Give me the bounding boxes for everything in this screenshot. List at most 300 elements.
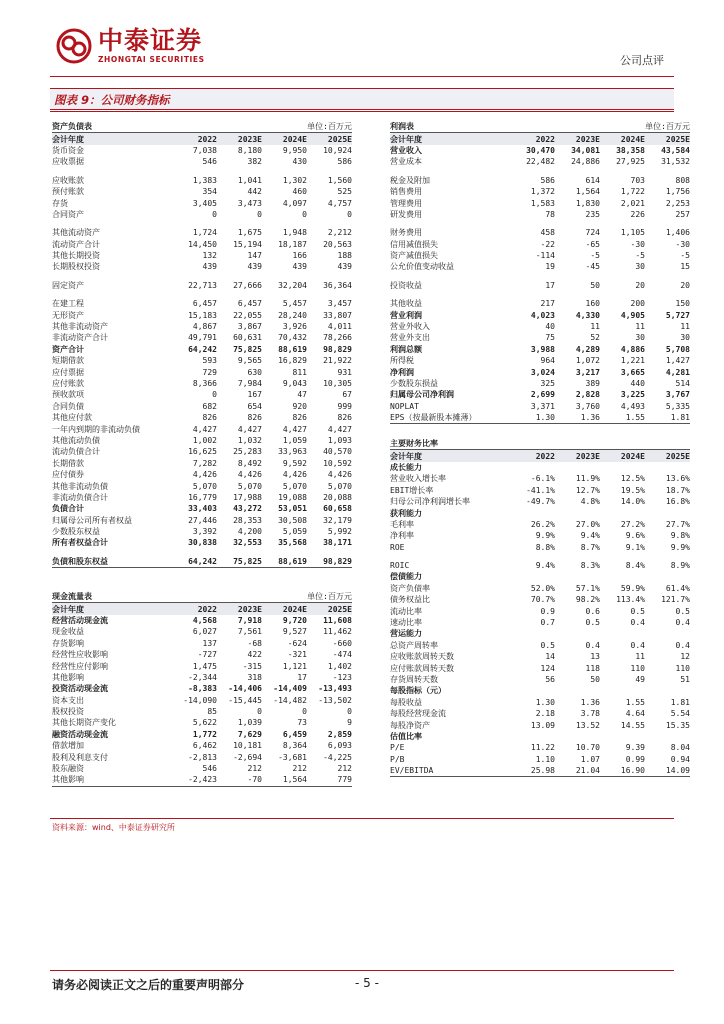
cell-value: -5: [680, 251, 690, 261]
row-label: 营业收入增长率: [390, 474, 446, 484]
cell-value: 546: [202, 157, 217, 167]
table-row: [52, 435, 352, 446]
figure-divider: [50, 111, 674, 112]
cell-value: 160: [585, 299, 600, 309]
cell-value: 10.70: [575, 743, 600, 753]
row-label: 会计年度: [52, 134, 84, 144]
cell-value: 4,905: [620, 310, 645, 320]
cell-value: -14,090: [183, 695, 217, 705]
row-label: 会计年度: [390, 134, 422, 144]
table-row: [390, 617, 690, 628]
row-label: 营业收入: [390, 145, 422, 155]
table-row: [390, 332, 690, 343]
table-row: [390, 719, 690, 730]
cell-value: 2022: [535, 451, 555, 461]
row-label: 会计年度: [390, 451, 422, 461]
table-row: [52, 717, 352, 728]
cell-value: 9.1%: [625, 542, 645, 552]
table-unit: 单位:百万元: [307, 592, 352, 602]
cell-value: 4,011: [327, 322, 352, 332]
cell-value: -4,225: [323, 752, 352, 762]
table-row: [390, 321, 690, 332]
table-row: [52, 480, 352, 491]
cell-value: 59.9%: [620, 583, 645, 593]
cell-value: 75,825: [233, 556, 262, 566]
cell-value: 16.90: [620, 766, 645, 776]
cell-value: 4,023: [530, 310, 555, 320]
table-row: [390, 366, 690, 377]
cell-value: 7,561: [237, 627, 262, 637]
cell-value: 318: [247, 672, 262, 682]
cell-value: -727: [197, 650, 217, 660]
table-row: [52, 515, 352, 526]
cell-value: 6,457: [237, 299, 262, 309]
row-label: 预付账款: [52, 187, 84, 197]
cell-value: 6,462: [192, 741, 217, 751]
table-row: [52, 751, 352, 762]
cell-value: -3,681: [278, 752, 307, 762]
cell-value: 16,779: [188, 492, 217, 502]
table-row: [52, 695, 352, 706]
cell-value: 422: [247, 650, 262, 660]
cell-value: 724: [585, 228, 600, 238]
table-row: [390, 519, 690, 530]
cell-value: 43,272: [233, 504, 262, 514]
cell-value: 1,032: [237, 435, 262, 445]
cell-value: 30,470: [526, 145, 555, 155]
row-label: 公允价值变动收益: [390, 262, 454, 272]
cell-value: 167: [247, 390, 262, 400]
cell-value: -2,344: [188, 672, 217, 682]
cell-value: 5,457: [282, 299, 307, 309]
row-label: 货币资金: [52, 145, 84, 155]
cell-value: 5,070: [192, 481, 217, 491]
table-row: [390, 496, 690, 507]
cell-value: 25.98: [530, 766, 555, 776]
cell-value: 1,041: [237, 175, 262, 185]
cell-value: 124: [540, 663, 555, 673]
cell-value: 6,027: [192, 627, 217, 637]
cell-value: 920: [292, 401, 307, 411]
cell-value: 2023E: [575, 451, 600, 461]
row-label: 经营性应付影响: [52, 661, 108, 671]
row-label: 应付债券: [52, 470, 84, 480]
table-row: [390, 186, 690, 197]
cell-value: 0: [212, 209, 217, 219]
cell-value: 166: [292, 251, 307, 261]
cell-value: 1,059: [282, 435, 307, 445]
cell-value: 70.7%: [530, 595, 555, 605]
cell-value: 1,427: [665, 356, 690, 366]
cell-value: 98.2%: [575, 595, 600, 605]
cell-value: -123: [332, 672, 352, 682]
cell-value: 8.8%: [535, 542, 555, 552]
cell-value: 354: [202, 187, 217, 197]
cell-value: 8.9%: [670, 561, 690, 571]
table-row: [52, 298, 352, 309]
cell-value: 25,283: [233, 447, 262, 457]
cell-value: 2,253: [665, 198, 690, 208]
cell-value: 78: [545, 209, 555, 219]
table-row: [390, 309, 690, 320]
cell-value: 5,992: [327, 527, 352, 537]
cell-value: 2022: [197, 604, 217, 614]
cell-value: -6.1%: [530, 474, 555, 484]
cell-value: 1.36: [580, 413, 600, 423]
cell-value: 703: [630, 175, 645, 185]
row-label: 每股经营现金流: [390, 709, 446, 719]
row-label: 信用减值损失: [390, 239, 438, 249]
cell-value: 8,180: [237, 145, 262, 155]
row-label: 营运能力: [390, 629, 422, 639]
cell-value: 64,242: [188, 556, 217, 566]
row-label: 归母公司净利润增长率: [390, 497, 470, 507]
cell-value: 53,051: [278, 504, 307, 514]
table-row: [390, 145, 690, 156]
row-label: 债务权益比: [390, 595, 430, 605]
row-label: 研发费用: [390, 209, 422, 219]
figure-title: 图表 9：公司财务指标: [54, 93, 170, 107]
cell-value: 1,002: [192, 435, 217, 445]
cell-value: 7,629: [237, 729, 262, 739]
table-header-row: [390, 450, 690, 461]
row-label: 成长能力: [390, 462, 422, 472]
row-label: 所有者权益合计: [52, 538, 108, 548]
table-row: [52, 197, 352, 208]
cell-value: 38,358: [616, 145, 645, 155]
cell-value: 27,666: [233, 280, 262, 290]
cell-value: 3,457: [327, 299, 352, 309]
table-row: [390, 209, 690, 220]
cell-value: 15,183: [188, 310, 217, 320]
cell-value: 20: [680, 280, 690, 290]
row-label: 速动比率: [390, 618, 422, 628]
row-label: 其他收益: [390, 299, 422, 309]
table-row: [390, 298, 690, 309]
cell-value: -14,406: [228, 684, 262, 694]
cell-value: 4,200: [237, 527, 262, 537]
cell-value: 1,948: [282, 228, 307, 238]
cell-value: 2022: [535, 134, 555, 144]
cell-value: 3,665: [620, 367, 645, 377]
cell-value: 4,427: [237, 424, 262, 434]
cell-value: 30: [635, 262, 645, 272]
row-spacer: [390, 168, 690, 175]
table-title-row: [52, 121, 352, 133]
cell-value: 14.55: [620, 720, 645, 730]
row-label: 合同资产: [52, 209, 84, 219]
cell-value: 586: [540, 175, 555, 185]
row-label: 每股指标（元）: [390, 686, 446, 696]
cell-value: 26.2%: [530, 519, 555, 529]
cell-value: 50: [590, 675, 600, 684]
table-row: [52, 706, 352, 717]
table-row: [52, 503, 352, 514]
cell-value: 20,088: [323, 492, 352, 502]
cell-value: 2,699: [530, 390, 555, 400]
table-row: [52, 446, 352, 457]
cell-value: 9,720: [282, 615, 307, 625]
row-label: 合同负债: [52, 401, 84, 411]
zhongtai-logo-icon: [56, 28, 92, 64]
cell-value: 6,459: [282, 729, 307, 739]
cell-value: 9: [347, 718, 352, 728]
row-label: 净利率: [390, 531, 414, 541]
cell-value: 98,829: [323, 556, 352, 566]
row-label: 其他影响: [52, 672, 84, 682]
cell-value: 1,093: [327, 435, 352, 445]
row-label: 存货影响: [52, 638, 84, 648]
table-row: [390, 344, 690, 355]
cell-value: 36,364: [323, 280, 352, 290]
cell-value: 35,568: [278, 538, 307, 548]
table-row: [52, 250, 352, 261]
table-row: [52, 537, 352, 548]
section-row: [390, 571, 690, 582]
cell-value: 0.7: [540, 618, 555, 628]
row-label: 资产负债率: [390, 583, 430, 593]
cell-value: 4,426: [327, 470, 352, 480]
cell-value: 2,859: [327, 729, 352, 739]
cell-value: 4,426: [282, 470, 307, 480]
row-label: 应付票据: [52, 367, 84, 377]
cell-value: 2023E: [237, 134, 262, 144]
cell-value: 1,302: [282, 175, 307, 185]
row-label: 利润总额: [390, 344, 422, 354]
cell-value: 0.5: [630, 606, 645, 616]
row-label: 获利能力: [390, 508, 422, 518]
cell-value: 0.5: [585, 618, 600, 628]
cell-value: 442: [247, 187, 262, 197]
cell-value: 9.9%: [535, 531, 555, 541]
cell-value: 14.0%: [620, 497, 645, 507]
footer-disclaimer: 请务必阅读正文之后的重要声明部分: [52, 978, 245, 992]
cell-value: 110: [630, 663, 645, 673]
cell-value: 1,372: [530, 187, 555, 197]
cell-value: 593: [202, 356, 217, 366]
cell-value: 11.9%: [575, 474, 600, 484]
table-header-row: [390, 133, 690, 144]
cell-value: 5,727: [665, 310, 690, 320]
row-label: 会计年度: [52, 604, 84, 614]
report-type: 公司点评: [620, 54, 664, 67]
row-spacer: [52, 220, 352, 227]
cell-value: -2,694: [233, 752, 262, 762]
cell-value: -315: [242, 661, 262, 671]
table-title-row: [390, 121, 690, 133]
cell-value: 12: [680, 652, 690, 662]
row-label: 投资活动现金流: [52, 684, 108, 694]
cell-value: 1.10: [535, 754, 555, 764]
cell-value: 17: [297, 672, 307, 682]
cell-value: 2024E: [620, 451, 645, 461]
cell-value: 11: [590, 322, 600, 332]
cell-value: 16,829: [278, 356, 307, 366]
cell-value: 8,366: [192, 379, 217, 388]
cell-value: 1,383: [192, 175, 217, 185]
cell-value: 2025E: [665, 451, 690, 461]
row-label: 其他非流动负债: [52, 481, 108, 491]
cell-value: -2,813: [188, 752, 217, 762]
cell-value: 257: [675, 209, 690, 219]
cell-value: 2,212: [327, 228, 352, 238]
cell-value: 30: [680, 333, 690, 343]
cell-value: -68: [247, 638, 262, 648]
figure-title-bar: [50, 88, 674, 110]
cell-value: 18.7%: [665, 485, 690, 495]
cell-value: 8.4%: [625, 561, 645, 571]
cell-value: 9,565: [237, 356, 262, 366]
cell-value: 3,473: [237, 198, 262, 208]
cell-value: -65: [585, 239, 600, 249]
cell-value: 13.09: [530, 720, 555, 730]
row-spacer: [390, 553, 690, 560]
cell-value: 682: [202, 401, 217, 411]
section-row: [390, 685, 690, 696]
row-label: 流动资产合计: [52, 239, 100, 249]
cell-value: 0: [347, 707, 352, 717]
table-row: [390, 754, 690, 765]
table-row: [390, 412, 690, 424]
cell-value: 22,482: [526, 157, 555, 167]
cell-value: 3,988: [530, 344, 555, 354]
cell-value: 88,619: [278, 556, 307, 566]
cell-value: 8,364: [282, 741, 307, 751]
cell-value: 217: [540, 299, 555, 309]
table-row: [52, 492, 352, 503]
cell-value: -624: [287, 638, 307, 648]
cell-value: 3,225: [620, 390, 645, 400]
table-row: [52, 309, 352, 320]
table-row: [52, 209, 352, 220]
table-row: [390, 583, 690, 594]
row-spacer: [390, 220, 690, 227]
table-row: [52, 355, 352, 366]
cell-value: 60,658: [323, 504, 352, 514]
row-label: 在建工程: [52, 299, 84, 309]
cell-value: 31,532: [661, 157, 690, 167]
cell-value: 4.8%: [580, 497, 600, 507]
table-row: [390, 473, 690, 484]
cell-value: 2022: [197, 134, 217, 144]
cell-value: 212: [247, 764, 262, 774]
table-row: [390, 708, 690, 719]
cell-value: 3,217: [575, 367, 600, 377]
cell-value: 4,568: [192, 615, 217, 625]
cell-value: 17,988: [233, 492, 262, 502]
table-row: [52, 412, 352, 423]
cell-value: -30: [630, 239, 645, 249]
cell-value: 0: [302, 209, 307, 219]
cell-value: 20,563: [323, 239, 352, 249]
cell-value: 13.52: [575, 720, 600, 730]
row-label: 管理费用: [390, 198, 422, 208]
cell-value: 5,070: [282, 481, 307, 491]
cell-value: 16.8%: [665, 497, 690, 507]
table-title: 资产负债表: [52, 122, 92, 132]
cell-value: 12.7%: [575, 485, 600, 495]
cell-value: 0.4: [630, 640, 645, 650]
table-row: [390, 389, 690, 400]
cell-value: 75,825: [233, 344, 262, 354]
cell-value: 826: [292, 413, 307, 423]
cell-value: 1.55: [625, 697, 645, 707]
cell-value: 1,583: [530, 198, 555, 208]
cell-value: 75: [545, 333, 555, 343]
cell-value: 110: [675, 663, 690, 673]
cell-value: 14.09: [665, 766, 690, 776]
cell-value: 6,093: [327, 741, 352, 751]
table-row: [52, 227, 352, 238]
row-label: 其他非流动资产: [52, 322, 108, 332]
cell-value: 1,564: [575, 187, 600, 197]
table-row: [390, 640, 690, 651]
cell-value: 1.07: [580, 754, 600, 764]
table-row: [52, 175, 352, 186]
cell-value: 24,886: [571, 157, 600, 167]
row-label: 借款增加: [52, 741, 84, 751]
cell-value: 525: [337, 187, 352, 197]
cell-value: 73: [297, 718, 307, 728]
row-label: 长期股权投资: [52, 262, 100, 272]
row-label: EV/EBITDA: [390, 766, 434, 776]
cell-value: 19,088: [278, 492, 307, 502]
cell-value: 9.39: [625, 743, 645, 753]
cell-value: 28,240: [278, 310, 307, 320]
cell-value: 931: [337, 367, 352, 377]
row-label: 应付账款周转天数: [390, 663, 454, 673]
cell-value: 47: [297, 390, 307, 400]
cell-value: 3.78: [580, 709, 600, 719]
table-row: [52, 683, 352, 694]
row-label: 归属母公司净利润: [390, 390, 454, 400]
table-row: [52, 261, 352, 272]
row-spacer: [52, 273, 352, 280]
cell-value: 7,038: [192, 145, 217, 155]
cell-value: 27.7%: [665, 519, 690, 529]
table-row: [52, 344, 352, 355]
row-label: 销售费用: [390, 187, 422, 197]
cell-value: 14: [545, 652, 555, 662]
table-row: [52, 332, 352, 343]
table-row: [52, 145, 352, 156]
table-row: [390, 605, 690, 616]
cell-value: 32,204: [278, 280, 307, 290]
table-row: [390, 175, 690, 186]
cell-value: 98,829: [323, 344, 352, 354]
row-label: 营业利润: [390, 310, 422, 320]
cell-value: 9.4%: [535, 561, 555, 571]
row-label: 其他流动负债: [52, 435, 100, 445]
table-row: [390, 674, 690, 685]
table-row: [390, 662, 690, 673]
cell-value: -5: [590, 251, 600, 261]
cell-value: 43,584: [661, 145, 690, 155]
cell-value: 430: [292, 157, 307, 167]
cell-value: 3,867: [237, 322, 262, 332]
cell-value: 0.5: [540, 640, 555, 650]
cell-value: 2023E: [575, 134, 600, 144]
section-row: [390, 507, 690, 518]
table-row: [52, 556, 352, 568]
cell-value: 9,592: [282, 458, 307, 468]
cell-value: 1,072: [575, 356, 600, 366]
cell-value: 38,171: [323, 538, 352, 548]
cell-value: -70: [247, 775, 262, 785]
financial-ratios-table: [390, 438, 690, 777]
cell-value: 8.3%: [580, 561, 600, 571]
table-row: [390, 401, 690, 412]
